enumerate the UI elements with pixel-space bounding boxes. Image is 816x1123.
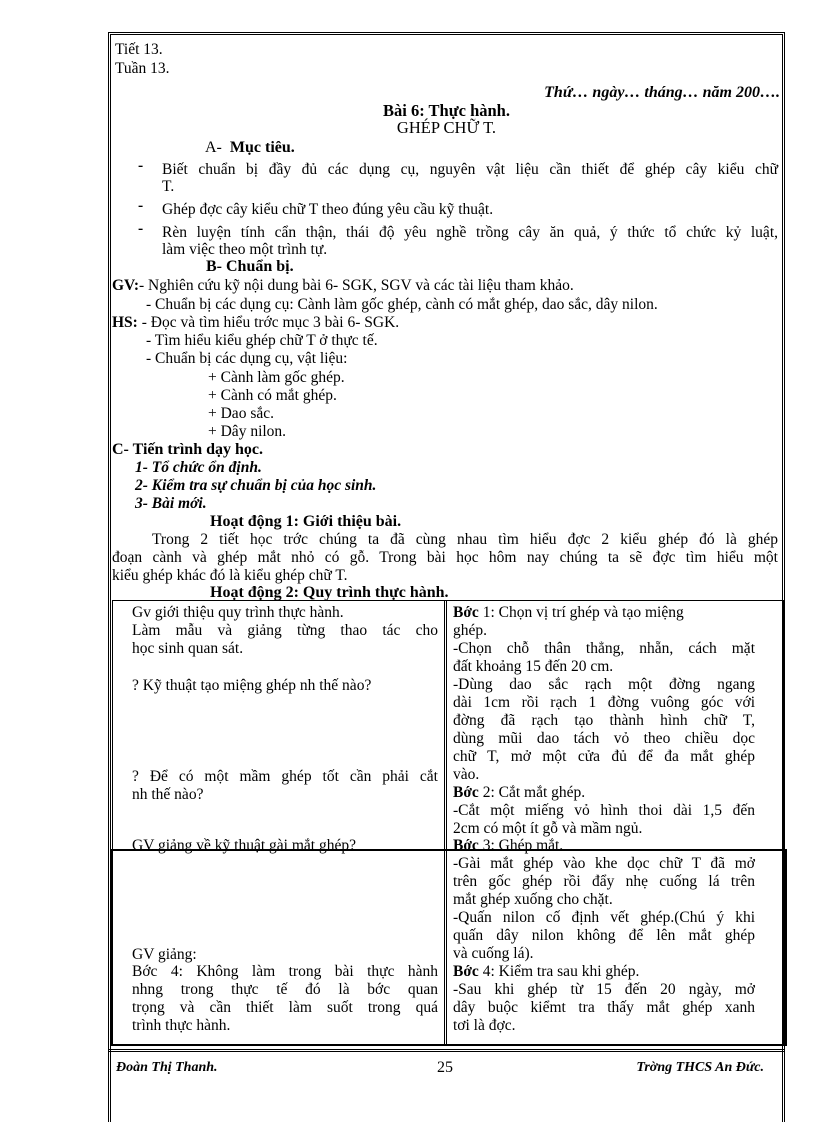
- step-text: 1: Chọn vị trí ghép và tạo miệng: [478, 604, 684, 621]
- table-right-text: vào.: [453, 766, 480, 783]
- bullet-dash: -: [138, 197, 144, 214]
- footer-school: Trờng THCS An Đức.: [636, 1060, 764, 1075]
- lesson-number: Tiết 13.: [115, 41, 163, 58]
- activity-1-title: Hoạt động 1: Giới thiệu bài.: [210, 513, 402, 530]
- objective-1-line-1: Biết chuẩn bị đầy đủ các dụng cụ, nguyên vật liệu cần thiết để ghép cây kiểu chữ: [162, 161, 778, 178]
- step-label: Bớc: [453, 837, 479, 854]
- hs-line-3: - Chuẩn bị các dụng cụ, vật liệu:: [146, 350, 348, 367]
- section-a-title: Mục tiêu.: [229, 139, 295, 156]
- table-right-text: 2cm có một ít gỗ và mầm ngủ.: [453, 820, 643, 837]
- table-left-text: ? Để có một mầm ghép tốt cần phải cắt: [132, 768, 438, 785]
- material-item: + Dao sắc.: [208, 405, 274, 422]
- objective-3-line-2: làm việc theo một trình tự.: [162, 241, 328, 258]
- footer-rule: [108, 1049, 785, 1052]
- activity-1-text-1: Trong 2 tiết học trớc chúng ta đã cùng nhau tìm hiểu đợc 2 kiểu ghép đó là ghép: [152, 531, 778, 548]
- table-right-text: tơi là đợc.: [453, 1017, 516, 1034]
- table-right-text: -Quấn nilon cố định vết ghép.(Chú ý khi: [453, 909, 755, 926]
- table-right-text: dùng mũi dao tách vỏ theo chiều dọc: [453, 730, 755, 747]
- step-label: Bớc: [453, 963, 479, 980]
- table-right-text: đờng đã rạch tạo thành hình chữ T,: [453, 712, 755, 729]
- table-right-text: dây buộc kiểmt tra thấy mắt ghép xanh: [453, 999, 755, 1016]
- table-right-text: ghép.: [453, 622, 488, 639]
- table-right-text: trên gốc ghép rồi đẩy nhẹ cuống lá trên: [453, 873, 755, 890]
- table-right-text: dài 1cm rồi rạch 1 đờng vuông góc với: [453, 694, 755, 711]
- step-2-heading: [453, 784, 585, 801]
- table-left-text: Làm mẫu và giảng từng thao tác cho: [132, 622, 438, 639]
- table-left-text: ? Kỹ thuật tạo miệng ghép nh thế nào?: [132, 677, 372, 694]
- hs-label: HS:: [112, 314, 138, 331]
- step-item: 2- Kiểm tra sự chuẩn bị của học sinh.: [135, 477, 377, 494]
- page-number: 25: [437, 1059, 453, 1076]
- table-left-text: nh thế nào?: [132, 786, 204, 803]
- section-a-prefix: A-: [205, 139, 222, 156]
- table-left-text: trọng và cần thiết làm suốt trong quá: [132, 999, 438, 1016]
- objective-3-line-1: Rèn luyện tính cẩn thận, thái độ yêu nghề trồng cây ăn quả, ý thức tổ chức kỷ luật,: [162, 224, 778, 241]
- section-c-heading: C- Tiến trình dạy học.: [112, 441, 263, 458]
- step-3-heading: [453, 837, 563, 854]
- step-text: 4: Kiểm tra sau khi ghép.: [478, 963, 640, 980]
- date-line: Thứ… ngày… tháng… năm 200….: [544, 84, 780, 101]
- step-label: Bớc: [453, 604, 479, 621]
- table-left-text: GV giảng:: [132, 946, 197, 963]
- table-left-text: trình thực hành.: [132, 1017, 231, 1034]
- table-left-text: học sinh quan sát.: [132, 640, 244, 657]
- bullet-dash: -: [138, 157, 144, 174]
- table-right-text: -Chọn chỗ thân thẳng, nhẵn, cách mặt: [453, 640, 755, 657]
- gv-line-1: [112, 277, 574, 294]
- step-1-heading: [453, 604, 684, 621]
- table-right-text: -Sau khi ghép từ 15 đến 20 ngày, mở: [453, 981, 755, 998]
- table-right-text: -Gài mắt ghép vào khe dọc chữ T đã mở: [453, 855, 755, 872]
- table-left-text: Bớc 4: Không làm trong bài thực hành: [132, 963, 438, 980]
- table-right-text: -Dùng dao sắc rạch một đờng ngang: [453, 676, 755, 693]
- hs-line-1: [112, 314, 399, 331]
- material-item: + Cành làm gốc ghép.: [208, 369, 345, 386]
- section-b-heading: B- Chuẩn bị.: [206, 258, 294, 275]
- footer-author: Đoàn Thị Thanh.: [116, 1060, 218, 1075]
- gv-label: GV:: [112, 277, 139, 294]
- objective-2: Ghép đợc cây kiểu chữ T theo đúng yêu cầu kỹ thuật.: [162, 201, 494, 218]
- objective-1-line-2: T.: [162, 178, 175, 195]
- lesson-subtitle: GHÉP CHỮ T.: [396, 118, 497, 137]
- table-right-text: chữ T, mở một cửa đủ để đa mắt ghép: [453, 748, 755, 765]
- hs-text: - Đọc và tìm hiểu trớc mục 3 bài 6- SGK.: [137, 314, 400, 331]
- week-number: Tuần 13.: [115, 60, 170, 77]
- table-right-text: và cuống lá).: [453, 945, 534, 962]
- step-4-heading: [453, 963, 639, 980]
- material-item: + Cành có mắt ghép.: [208, 387, 337, 404]
- table-right-text: quấn dây nilon không để lên mắt ghép: [453, 927, 755, 944]
- gv-line-2: - Chuẩn bị các dụng cụ: Cành làm gốc ghép, cành có mắt ghép, dao sắc, dây nilon.: [146, 296, 658, 313]
- gv-text: - Nghiên cứu kỹ nội dung bài 6- SGK, SGV và các tài liệu tham khảo.: [139, 277, 574, 294]
- activity-2-title: Hoạt động 2: Quy trình thực hành.: [210, 584, 449, 601]
- activity-1-text-3: kiểu ghép khác đó là kiểu ghép chữ T.: [112, 567, 348, 584]
- table-right-text: đất khoảng 15 đến 20 cm.: [453, 658, 614, 675]
- step-text: 2: Cắt mắt ghép.: [478, 784, 586, 801]
- table-right-text: -Cắt một miếng vỏ hình thoi dài 1,5 đến: [453, 802, 755, 819]
- bullet-dash: -: [138, 220, 144, 237]
- step-item: 3- Bài mới.: [135, 495, 207, 512]
- step-text: 3: Ghép mắt.: [478, 837, 564, 854]
- table-right-text: mắt ghép xuống cho chặt.: [453, 891, 613, 908]
- table-left-text: nhng trong thực tế đó là bớc quan: [132, 981, 438, 998]
- step-label: Bớc: [453, 784, 479, 801]
- section-a-heading: [205, 139, 295, 156]
- material-item: + Dây nilon.: [208, 423, 287, 440]
- hs-line-2: - Tìm hiểu kiểu ghép chữ T ở thực tế.: [146, 332, 378, 349]
- activity-1-text-2: đoạn cành và ghép mắt nhỏ có gỗ. Trong bài học hôm nay chúng ta sẽ đợc tìm hiểu một: [112, 549, 778, 566]
- step-item: 1- Tổ chức ổn định.: [135, 459, 262, 476]
- lesson-title: Bài 6: Thực hành.: [383, 101, 510, 120]
- table-left-text: Gv giới thiệu quy trình thực hành.: [132, 604, 344, 621]
- table-left-text: GV giảng về kỹ thuật gài mắt ghép?: [132, 837, 356, 854]
